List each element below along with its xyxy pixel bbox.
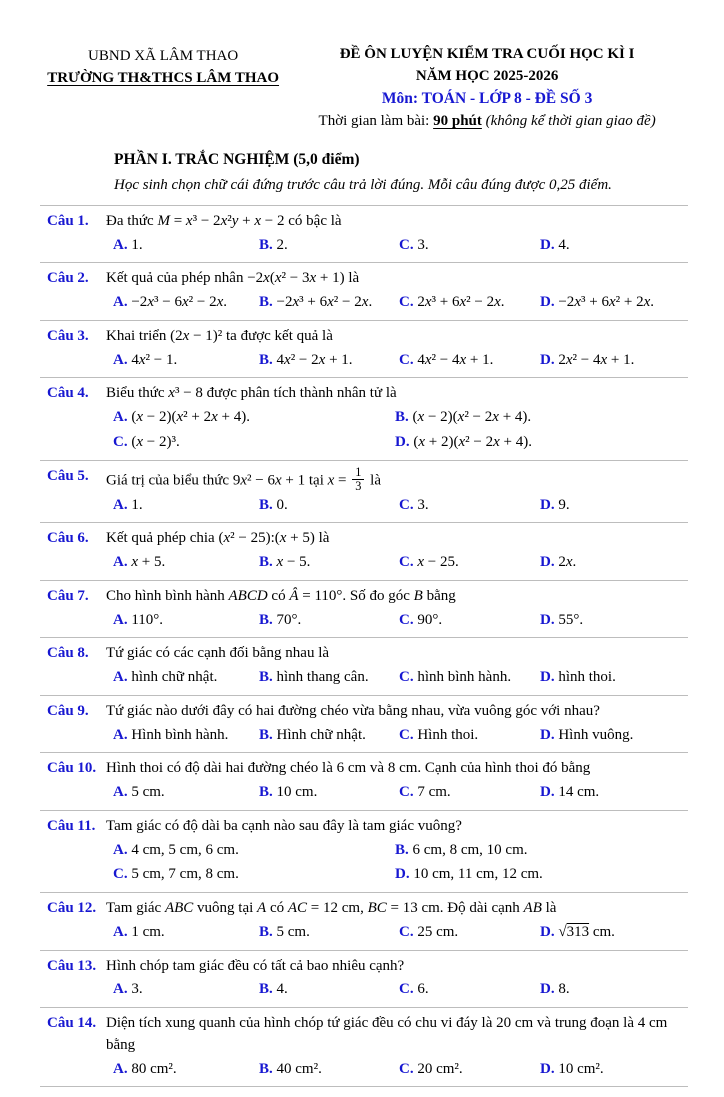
- question-text: Đa thức M = x³ − 2x²y + x − 2 có bậc là: [106, 212, 342, 229]
- question-text: Biểu thức x³ − 8 được phân tích thành nhân tử là: [106, 385, 397, 402]
- question-number: Câu 7.: [47, 587, 89, 604]
- answer-option: [540, 979, 688, 1001]
- document-header: [40, 44, 688, 133]
- question-block: [40, 638, 688, 696]
- answer-option: [113, 407, 395, 429]
- question-block: [40, 206, 688, 264]
- question-text: Kết quả của phép nhân −2x(x² − 3x + 1) là: [106, 270, 360, 287]
- option-text: (x + 2)(x² − 2x + 4).: [413, 433, 532, 450]
- option-letter: D.: [540, 611, 555, 628]
- option-letter: C.: [399, 923, 414, 940]
- option-text: 2x² − 4x + 1.: [558, 351, 635, 368]
- question-text: Tam giác có độ dài ba cạnh nào sau đây là tam giác vuông?: [106, 817, 462, 834]
- option-text: 2x³ + 6x² − 2x.: [417, 294, 505, 311]
- school-name: TRƯỜNG TH&THCS LÂM THAO: [47, 69, 280, 86]
- answer-option: [540, 495, 688, 517]
- option-letter: B.: [259, 294, 273, 311]
- question-row: [40, 643, 688, 665]
- option-letter: A.: [113, 669, 128, 685]
- option-text: 4.: [558, 236, 570, 253]
- option-text: hình bình hành.: [417, 669, 512, 685]
- options-row: [113, 495, 688, 517]
- answer-option: [540, 667, 688, 689]
- option-letter: B.: [259, 611, 273, 628]
- answer-option: [113, 782, 259, 804]
- answer-option: [113, 292, 259, 314]
- options-row: [113, 407, 688, 454]
- option-text: 6 cm, 8 cm, 10 cm.: [412, 841, 528, 858]
- option-text: 4.: [276, 981, 288, 998]
- question-row: [40, 466, 688, 493]
- option-letter: D.: [540, 923, 555, 940]
- answer-option: [395, 432, 688, 454]
- question-row: [40, 586, 688, 608]
- option-letter: A.: [113, 294, 128, 311]
- answer-option: [395, 840, 688, 862]
- option-text: hình thoi.: [558, 669, 616, 685]
- question-number: Câu 3.: [47, 327, 89, 344]
- option-letter: C.: [399, 236, 414, 253]
- option-text: hình thang cân.: [276, 669, 369, 685]
- answer-option: [113, 979, 259, 1001]
- options-row: [113, 782, 688, 804]
- option-letter: A.: [113, 1060, 128, 1077]
- option-text: 8.: [558, 981, 570, 998]
- option-letter: B.: [259, 236, 273, 253]
- answer-option: [113, 235, 259, 257]
- answer-option: [113, 432, 395, 454]
- option-letter: A.: [113, 784, 128, 800]
- option-text: 10 cm, 11 cm, 12 cm.: [413, 866, 543, 883]
- option-letter: C.: [399, 784, 414, 800]
- question-row: [40, 528, 688, 550]
- option-letter: C.: [399, 1060, 414, 1077]
- answer-option: [399, 979, 540, 1001]
- option-text: √313 cm.: [558, 923, 615, 940]
- question-text: Khai triển (2x − 1)² ta được kết quả là: [106, 327, 333, 344]
- option-letter: C.: [399, 554, 414, 570]
- option-letter: B.: [259, 669, 273, 685]
- answer-option: [113, 610, 259, 632]
- question-row: [40, 956, 688, 978]
- answer-option: [399, 725, 540, 747]
- option-letter: C.: [399, 496, 414, 513]
- options-row: [113, 725, 688, 747]
- answer-option: [540, 782, 688, 804]
- option-letter: B.: [259, 351, 273, 368]
- option-text: 6.: [417, 981, 429, 998]
- answer-option: [113, 922, 259, 944]
- option-text: 7 cm.: [417, 784, 451, 800]
- question-text: Giá trị của biểu thức 9x² − 6x + 1 tại x = $\frac{1}{3}$ là: [106, 464, 381, 493]
- question-block: [40, 461, 688, 524]
- option-text: 4x² − 1.: [131, 351, 178, 368]
- option-text: 2x.: [558, 554, 577, 570]
- question-row: [40, 268, 688, 290]
- question-number: Câu 2.: [47, 270, 89, 287]
- option-letter: B.: [395, 409, 409, 426]
- option-text: 80 cm².: [131, 1060, 177, 1077]
- option-letter: B.: [259, 981, 273, 998]
- option-text: 20 cm².: [417, 1060, 463, 1077]
- option-text: 1.: [131, 236, 143, 253]
- answer-option: [399, 350, 540, 372]
- option-text: 3.: [417, 496, 429, 513]
- option-text: 2.: [276, 236, 288, 253]
- question-text: Kết quả phép chia (x² − 25):(x + 5) là: [106, 530, 330, 547]
- answer-option: [259, 1059, 399, 1081]
- option-letter: D.: [395, 866, 410, 883]
- option-text: 25 cm.: [417, 923, 459, 940]
- options-row: [113, 1059, 688, 1081]
- subject-line: Môn: TOÁN - LỚP 8 - ĐỀ SỐ 3: [381, 89, 593, 107]
- option-letter: A.: [113, 236, 128, 253]
- option-text: 40 cm².: [276, 1060, 322, 1077]
- section-title: PHẦN I. TRẮC NGHIỆM (5,0 điểm): [114, 150, 360, 168]
- answer-option: [399, 782, 540, 804]
- option-letter: A.: [113, 981, 128, 998]
- answer-option: [399, 552, 540, 574]
- option-letter: D.: [540, 1060, 555, 1077]
- option-letter: D.: [540, 351, 555, 368]
- option-letter: A.: [113, 726, 128, 743]
- question-block: [40, 811, 688, 893]
- question-number: Câu 14.: [47, 1015, 97, 1031]
- option-text: 14 cm.: [558, 784, 600, 800]
- option-text: hình chữ nhật.: [131, 669, 218, 685]
- options-row: [113, 610, 688, 632]
- option-letter: B.: [259, 923, 273, 940]
- answer-option: [259, 979, 399, 1001]
- option-letter: C.: [399, 981, 414, 998]
- question-number: Câu 10.: [47, 760, 97, 777]
- options-row: [113, 840, 688, 887]
- time-line: [286, 111, 688, 133]
- options-row: [113, 667, 688, 689]
- question-text: Tứ giác nào dưới đây có hai đường chéo vừa bằng nhau, vừa vuông góc với nhau?: [106, 702, 600, 719]
- answer-option: [399, 1059, 540, 1081]
- question-text: Tứ giác có các cạnh đối bằng nhau là: [106, 645, 330, 662]
- option-text: (x − 2)(x² + 2x + 4).: [131, 409, 250, 426]
- options-row: [113, 922, 688, 944]
- answer-option: [113, 495, 259, 517]
- option-letter: C.: [113, 866, 128, 883]
- answer-option: [540, 292, 688, 314]
- option-text: x − 5.: [276, 554, 311, 570]
- option-text: 4x² − 4x + 1.: [417, 351, 494, 368]
- question-row: [40, 758, 688, 780]
- answer-option: [399, 922, 540, 944]
- answer-option: [399, 610, 540, 632]
- option-text: Hình thoi.: [417, 726, 479, 743]
- option-letter: B.: [259, 554, 273, 570]
- option-text: 10 cm.: [276, 784, 318, 800]
- answer-option: [259, 292, 399, 314]
- options-row: [113, 350, 688, 372]
- question-text: Hình thoi có độ dài hai đường chéo là 6 cm và 8 cm. Cạnh của hình thoi đó bằng: [106, 760, 591, 777]
- question-block: [40, 523, 688, 581]
- answer-option: [399, 292, 540, 314]
- option-letter: A.: [113, 841, 128, 858]
- issuer-block: [40, 44, 286, 133]
- question-block: [40, 893, 688, 951]
- question-block: [40, 696, 688, 754]
- answer-option: [399, 495, 540, 517]
- question-text: Cho hình bình hành ABCD có Â = 110°. Số đo góc B bằng: [106, 587, 456, 604]
- question-text: Hình chóp tam giác đều có tất cả bao nhiêu cạnh?: [106, 957, 405, 974]
- question-block: [40, 321, 688, 379]
- answer-option: [259, 725, 399, 747]
- option-letter: D.: [540, 726, 555, 743]
- answer-option: [540, 1059, 688, 1081]
- question-row: [40, 383, 688, 405]
- question-number: Câu 1.: [47, 212, 89, 229]
- option-text: Hình bình hành.: [131, 726, 229, 743]
- option-text: 9.: [558, 496, 570, 513]
- option-text: −2x³ − 6x² − 2x.: [131, 294, 228, 311]
- answer-option: [399, 667, 540, 689]
- option-text: 1 cm.: [131, 923, 165, 940]
- answer-option: [540, 725, 688, 747]
- option-letter: A.: [113, 496, 128, 513]
- answer-option: [540, 922, 688, 944]
- answer-option: [395, 407, 688, 429]
- question-number: Câu 8.: [47, 645, 89, 662]
- time-note: (không kể thời gian giao đề): [481, 112, 656, 129]
- answer-option: [113, 725, 259, 747]
- answer-option: [259, 350, 399, 372]
- option-text: 1.: [131, 496, 143, 513]
- option-letter: A.: [113, 923, 128, 940]
- question-row: [40, 1013, 688, 1057]
- option-letter: C.: [399, 726, 414, 743]
- question-number: Câu 6.: [47, 530, 89, 547]
- option-text: 110°.: [131, 611, 164, 628]
- question-row: [40, 701, 688, 723]
- question-number: Câu 11.: [47, 817, 96, 834]
- answer-option: [259, 610, 399, 632]
- options-row: [113, 979, 688, 1001]
- question-row: [40, 211, 688, 233]
- question-text: Tam giác ABC vuông tại A có AC = 12 cm, BC = 13 cm. Độ dài cạnh AB là: [106, 900, 557, 916]
- question-block: [40, 378, 688, 460]
- option-text: 5 cm.: [276, 923, 310, 940]
- time-prefix: Thời gian làm bài:: [318, 112, 434, 129]
- option-letter: B.: [395, 841, 409, 858]
- question-number: Câu 13.: [47, 957, 97, 974]
- option-letter: D.: [540, 784, 555, 800]
- option-text: 55°.: [558, 611, 584, 628]
- option-letter: C.: [399, 611, 414, 628]
- answer-option: [113, 864, 395, 886]
- answer-option: [259, 667, 399, 689]
- answer-option: [540, 350, 688, 372]
- option-text: (x − 2)(x² − 2x + 4).: [412, 409, 532, 426]
- option-letter: A.: [113, 409, 128, 426]
- question-row: [40, 326, 688, 348]
- question-block: [40, 951, 688, 1009]
- option-text: 10 cm².: [558, 1060, 604, 1077]
- option-text: (x − 2)³.: [131, 433, 180, 450]
- option-text: 70°.: [276, 611, 302, 628]
- answer-option: [540, 552, 688, 574]
- options-row: [113, 552, 688, 574]
- option-text: x + 5.: [131, 554, 166, 570]
- option-letter: A.: [113, 611, 128, 628]
- question-number: Câu 12.: [47, 900, 97, 916]
- options-row: [113, 292, 688, 314]
- answer-option: [395, 864, 688, 886]
- option-text: 5 cm, 7 cm, 8 cm.: [131, 866, 239, 883]
- answer-option: [113, 350, 259, 372]
- option-letter: C.: [399, 669, 414, 685]
- school-year: NĂM HỌC 2025-2026: [415, 67, 559, 84]
- options-row: [113, 235, 688, 257]
- option-text: 3.: [131, 981, 143, 998]
- answer-option: [113, 667, 259, 689]
- option-text: 90°.: [417, 611, 443, 628]
- option-letter: D.: [395, 433, 410, 450]
- option-letter: D.: [540, 236, 555, 253]
- option-text: 5 cm.: [131, 784, 165, 800]
- answer-option: [259, 922, 399, 944]
- question-block: [40, 581, 688, 639]
- time-duration: 90 phút: [433, 112, 482, 129]
- answer-option: [540, 235, 688, 257]
- option-letter: D.: [540, 554, 555, 570]
- questions-list: [40, 205, 688, 1087]
- option-text: Hình vuông.: [558, 726, 634, 743]
- option-text: 3.: [417, 236, 429, 253]
- option-letter: A.: [113, 351, 128, 368]
- exam-title: ĐỀ ÔN LUYỆN KIỂM TRA CUỐI HỌC KÌ I: [339, 46, 635, 62]
- answer-option: [259, 552, 399, 574]
- question-block: [40, 753, 688, 811]
- option-text: 4 cm, 5 cm, 6 cm.: [131, 841, 239, 858]
- option-letter: B.: [259, 726, 273, 743]
- question-number: Câu 9.: [47, 702, 89, 719]
- question-row: [40, 898, 688, 920]
- option-text: 4x² − 2x + 1.: [276, 351, 353, 368]
- option-letter: B.: [259, 784, 273, 800]
- question-number: Câu 5.: [47, 467, 89, 484]
- answer-option: [399, 235, 540, 257]
- option-letter: C.: [399, 351, 414, 368]
- option-text: −2x³ + 6x² − 2x.: [276, 294, 373, 311]
- option-letter: B.: [259, 496, 273, 513]
- answer-option: [259, 495, 399, 517]
- question-number: Câu 4.: [47, 385, 89, 402]
- question-block: [40, 1008, 688, 1087]
- option-letter: C.: [113, 433, 128, 450]
- issuer-name: UBND XÃ LÂM THAO: [88, 48, 239, 64]
- option-letter: A.: [113, 554, 128, 570]
- answer-option: [113, 840, 395, 862]
- answer-option: [540, 610, 688, 632]
- option-letter: D.: [540, 294, 555, 311]
- option-text: Hình chữ nhật.: [276, 726, 366, 743]
- answer-option: [259, 235, 399, 257]
- option-letter: D.: [540, 496, 555, 513]
- option-letter: C.: [399, 294, 414, 311]
- section-instruction: Học sinh chọn chữ cái đứng trước câu trả lời đúng. Mỗi câu đúng được 0,25 điểm.: [114, 177, 612, 194]
- question-block: [40, 263, 688, 321]
- option-text: −2x³ + 6x² + 2x.: [558, 294, 655, 311]
- question-text: Diện tích xung quanh của hình chóp tứ giác đều có chu vi đáy là 20 cm và trung đoạn là 4 cm bằng: [106, 1015, 668, 1053]
- answer-option: [259, 782, 399, 804]
- option-text: 0.: [276, 496, 288, 513]
- question-row: [40, 816, 688, 838]
- answer-option: [113, 552, 259, 574]
- option-letter: D.: [540, 669, 555, 685]
- exam-title-block: [286, 44, 688, 133]
- option-letter: D.: [540, 981, 555, 998]
- option-text: x − 25.: [417, 554, 459, 570]
- option-letter: B.: [259, 1060, 273, 1077]
- answer-option: [113, 1059, 259, 1081]
